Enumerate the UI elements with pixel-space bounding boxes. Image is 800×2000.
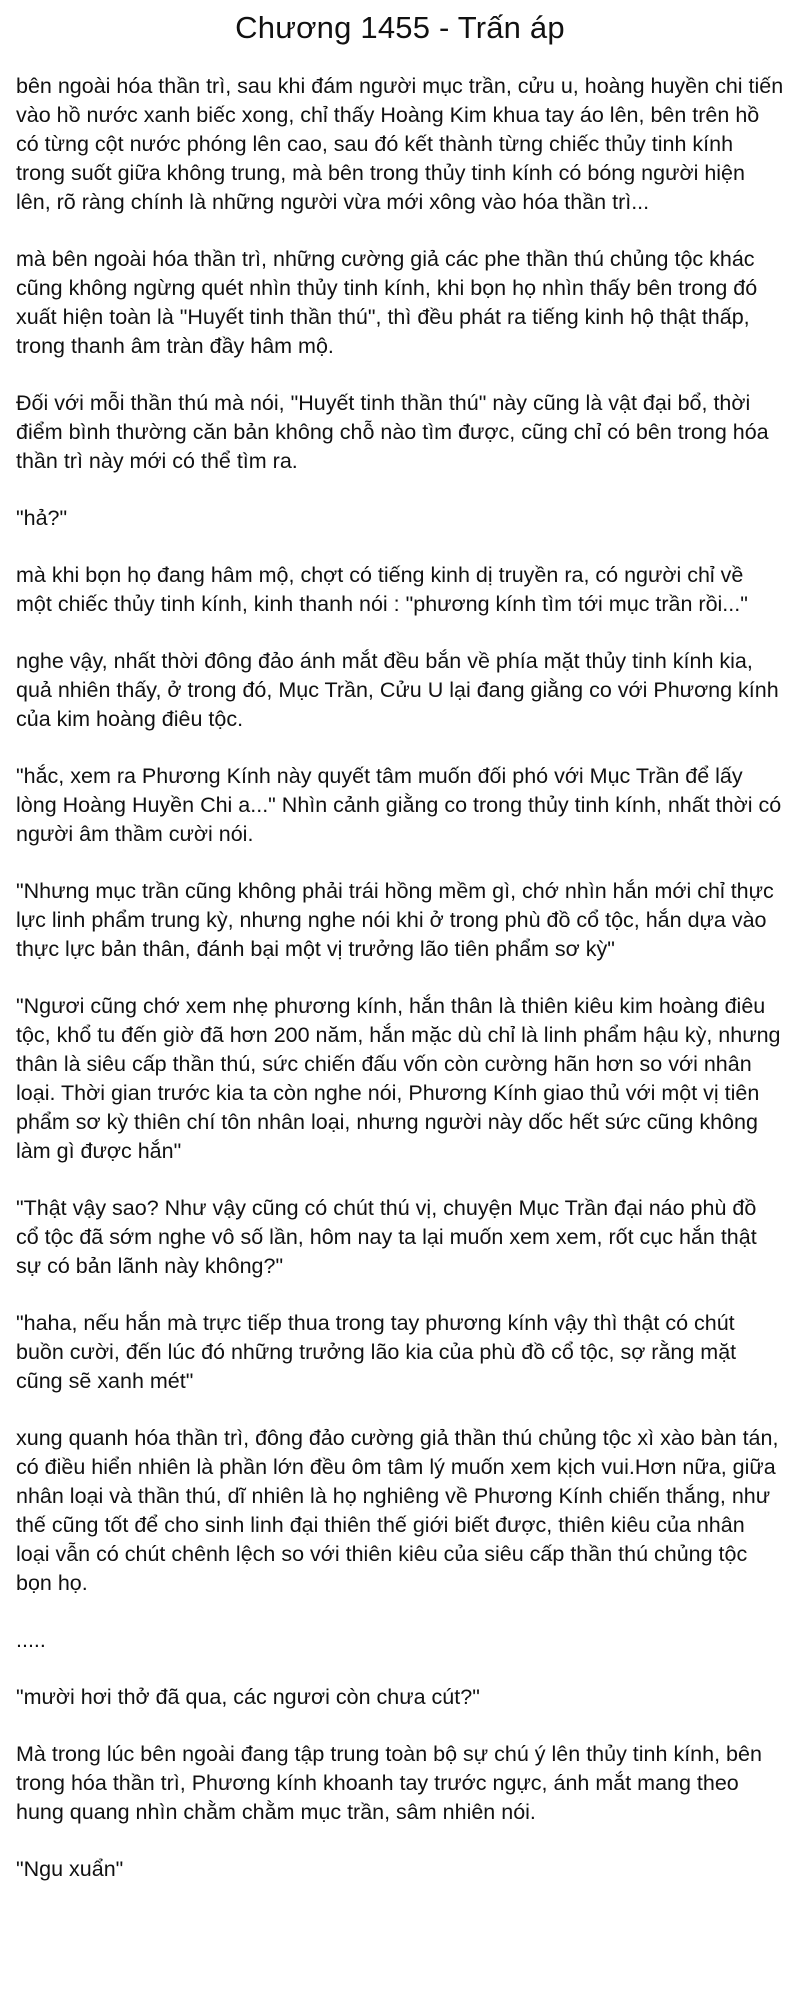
paragraph: bên ngoài hóa thần trì, sau khi đám người mục trần, cửu u, hoàng huyền chi tiến vào hồ nước xanh biếc xong, chỉ thấy Hoàng Kim khua tay áo lên, bên trên hồ có từng cột nước phóng lên cao, sau đó kết thành từng chiếc thủy tinh kính trong suốt giữa không trung, mà bên trong thủy tinh kính có bóng người hiện lên, rõ ràng chính là những người vừa mới xông vào hóa thần trì...: [16, 74, 784, 214]
paragraph: "mười hơi thở đã qua, các ngươi còn chưa cút?": [16, 1685, 480, 1709]
paragraph: "Ngươi cũng chớ xem nhẹ phương kính, hắn thân là thiên kiêu kim hoàng điêu tộc, khổ tu đến giờ đã hơn 200 năm, hắn mặc dù chỉ là linh phẩm hậu kỳ, nhưng thân là siêu cấp thần thú, sức chiến đấu vốn còn cường hãn hơn so với nhân loại. Thời gian trước kia ta còn nghe nói, Phương Kính giao thủ với một vị tiên phẩm sơ kỳ thiên chí tôn nhân loại, nhưng người này dốc hết sức cũng không làm gì được hắn": [16, 994, 781, 1163]
paragraph: "Ngu xuẩn": [16, 1857, 124, 1881]
paragraph: "hả?": [16, 506, 68, 530]
paragraph: Đối với mỗi thần thú mà nói, "Huyết tinh thần thú" này cũng là vật đại bổ, thời điểm bình thường căn bản không chỗ nào tìm được, cũng chỉ có bên trong hóa thần trì này mới có thể tìm ra.: [16, 391, 769, 473]
paragraph: "hắc, xem ra Phương Kính này quyết tâm muốn đối phó với Mục Trần để lấy lòng Hoàng Huyền Chi a..." Nhìn cảnh giằng co trong thủy tinh kính, nhất thời có người âm thầm cười nói.: [16, 764, 782, 846]
paragraph: nghe vậy, nhất thời đông đảo ánh mắt đều bắn về phía mặt thủy tinh kính kia, quả nhiên thấy, ở trong đó, Mục Trần, Cửu U lại đang giằng co với Phương kính của kim hoàng điêu tộc.: [16, 649, 779, 731]
paragraph: mà bên ngoài hóa thần trì, những cường giả các phe thần thú chủng tộc khác cũng không ngừng quét nhìn thủy tinh kính, khi bọn họ nhìn thấy bên trong đó xuất hiện toàn là "Huyết tinh thần thú", thì đều phát ra tiếng kinh hộ thật thấp, trong thanh âm tràn đầy hâm mộ.: [16, 247, 758, 358]
paragraph: "Thật vậy sao? Như vậy cũng có chút thú vị, chuyện Mục Trần đại náo phù đồ cổ tộc đã sớm nghe vô số lần, hôm nay ta lại muốn xem xem, rốt cục hắn thật sự có bản lãnh này không?": [16, 1196, 757, 1278]
paragraph: Mà trong lúc bên ngoài đang tập trung toàn bộ sự chú ý lên thủy tinh kính, bên trong hóa thần trì, Phương kính khoanh tay trước ngực, ánh mắt mang theo hung quang nhìn chằm chằm mục trần, sâm nhiên nói.: [16, 1742, 762, 1824]
chapter-body: [16, 72, 784, 1884]
paragraph: mà khi bọn họ đang hâm mộ, chợt có tiếng kinh dị truyền ra, có người chỉ về một chiếc thủy tinh kính, kinh thanh nói : "phương kính tìm tới mục trần rồi...": [16, 563, 748, 616]
paragraph: "haha, nếu hắn mà trực tiếp thua trong tay phương kính vậy thì thật có chút buồn cười, đến lúc đó những trưởng lão kia của phù đồ cổ tộc, sợ rằng mặt cũng sẽ xanh mét": [16, 1311, 737, 1393]
chapter-title: Chương 1455 - Trấn áp: [235, 10, 565, 45]
paragraph: .....: [16, 1628, 46, 1652]
paragraph: xung quanh hóa thần trì, đông đảo cường giả thần thú chủng tộc xì xào bàn tán, có điều hiển nhiên là phần lớn đều ôm tâm lý muốn xem kịch vui.Hơn nữa, giữa nhân loại và thần thú, dĩ nhiên là họ nghiêng về Phương Kính chiến thắng, như thế cũng tốt để cho sinh linh đại thiên thế giới biết được, thiên kiêu của nhân loại vẫn có chút chênh lệch so với thiên kiêu của siêu cấp thần thú chủng tộc bọn họ.: [16, 1426, 779, 1595]
paragraph: "Nhưng mục trần cũng không phải trái hồng mềm gì, chớ nhìn hắn mới chỉ thực lực linh phẩm trung kỳ, nhưng nghe nói khi ở trong phù đồ cổ tộc, hắn dựa vào thực lực bản thân, đánh bại một vị trưởng lão tiên phẩm sơ kỳ": [16, 879, 774, 961]
